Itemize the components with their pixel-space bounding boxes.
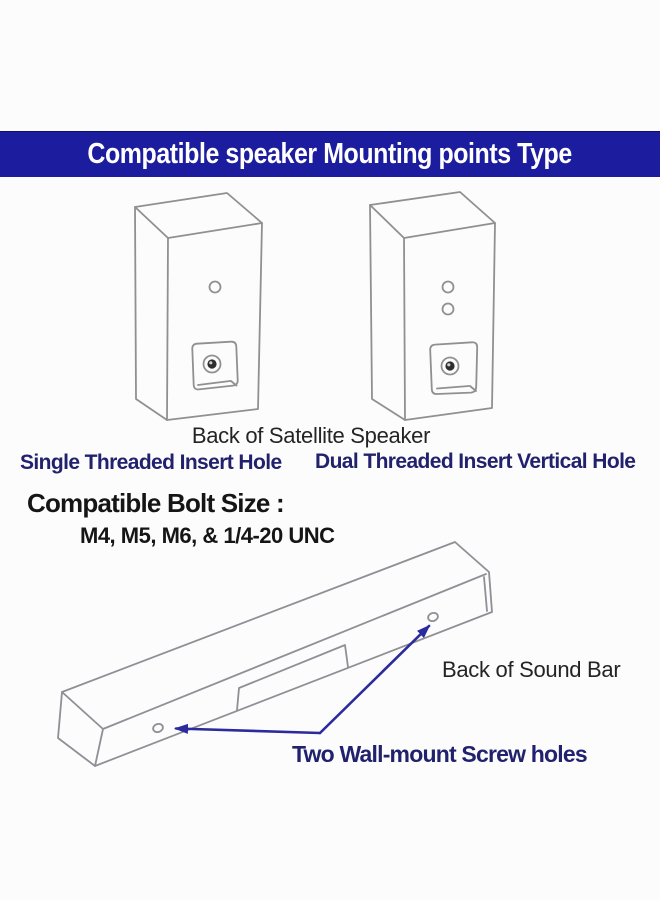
screw-hole-left	[152, 723, 164, 734]
soundbar-right-bevel	[484, 577, 487, 611]
bolt-size-title: Compatible Bolt Size :	[27, 488, 284, 518]
arrow-to-right-hole	[320, 626, 429, 733]
satellite-speaker-caption: Back of Satellite Speaker	[191, 423, 431, 448]
threaded-insert-core	[445, 361, 454, 370]
single-insert-label: Single Threaded Insert Hole	[20, 451, 282, 474]
dual-insert-hole-bottom	[443, 304, 454, 315]
dual-insert-hole-top	[443, 282, 454, 293]
single-insert-hole	[210, 282, 221, 293]
threaded-insert-core	[207, 359, 216, 368]
threaded-insert-glint	[209, 361, 212, 364]
speaker-top-face	[135, 193, 262, 238]
sound-bar-caption: Back of Sound Bar	[442, 657, 621, 682]
banner-title: Compatible speaker Mounting points Type	[87, 138, 573, 170]
soundbar-notch	[237, 645, 348, 710]
speaker-left-face	[370, 205, 405, 420]
recess-depth-lines	[198, 381, 237, 386]
bolt-size-values: M4, M5, M6, & 1/4-20 UNC	[80, 523, 335, 548]
speaker-front-face	[405, 223, 495, 420]
screw-hole-arrows	[176, 626, 429, 733]
recess-depth-lines	[437, 386, 476, 391]
dual-insert-label: Dual Threaded Insert Vertical Hole	[315, 450, 636, 473]
speaker-left-face	[135, 207, 168, 420]
speaker-front-face	[167, 223, 262, 420]
screw-holes-label: Two Wall-mount Screw holes	[292, 741, 587, 767]
speaker-top-face	[370, 192, 495, 238]
screw-hole-right	[427, 612, 439, 623]
arrow-to-left-hole	[176, 729, 320, 734]
satellite-speaker-single-drawing	[135, 193, 262, 420]
soundbar-top-front-edge	[103, 574, 486, 729]
threaded-insert-glint	[447, 363, 450, 366]
satellite-speaker-dual-drawing	[370, 192, 495, 420]
soundbar-endcap-edges	[62, 692, 103, 766]
